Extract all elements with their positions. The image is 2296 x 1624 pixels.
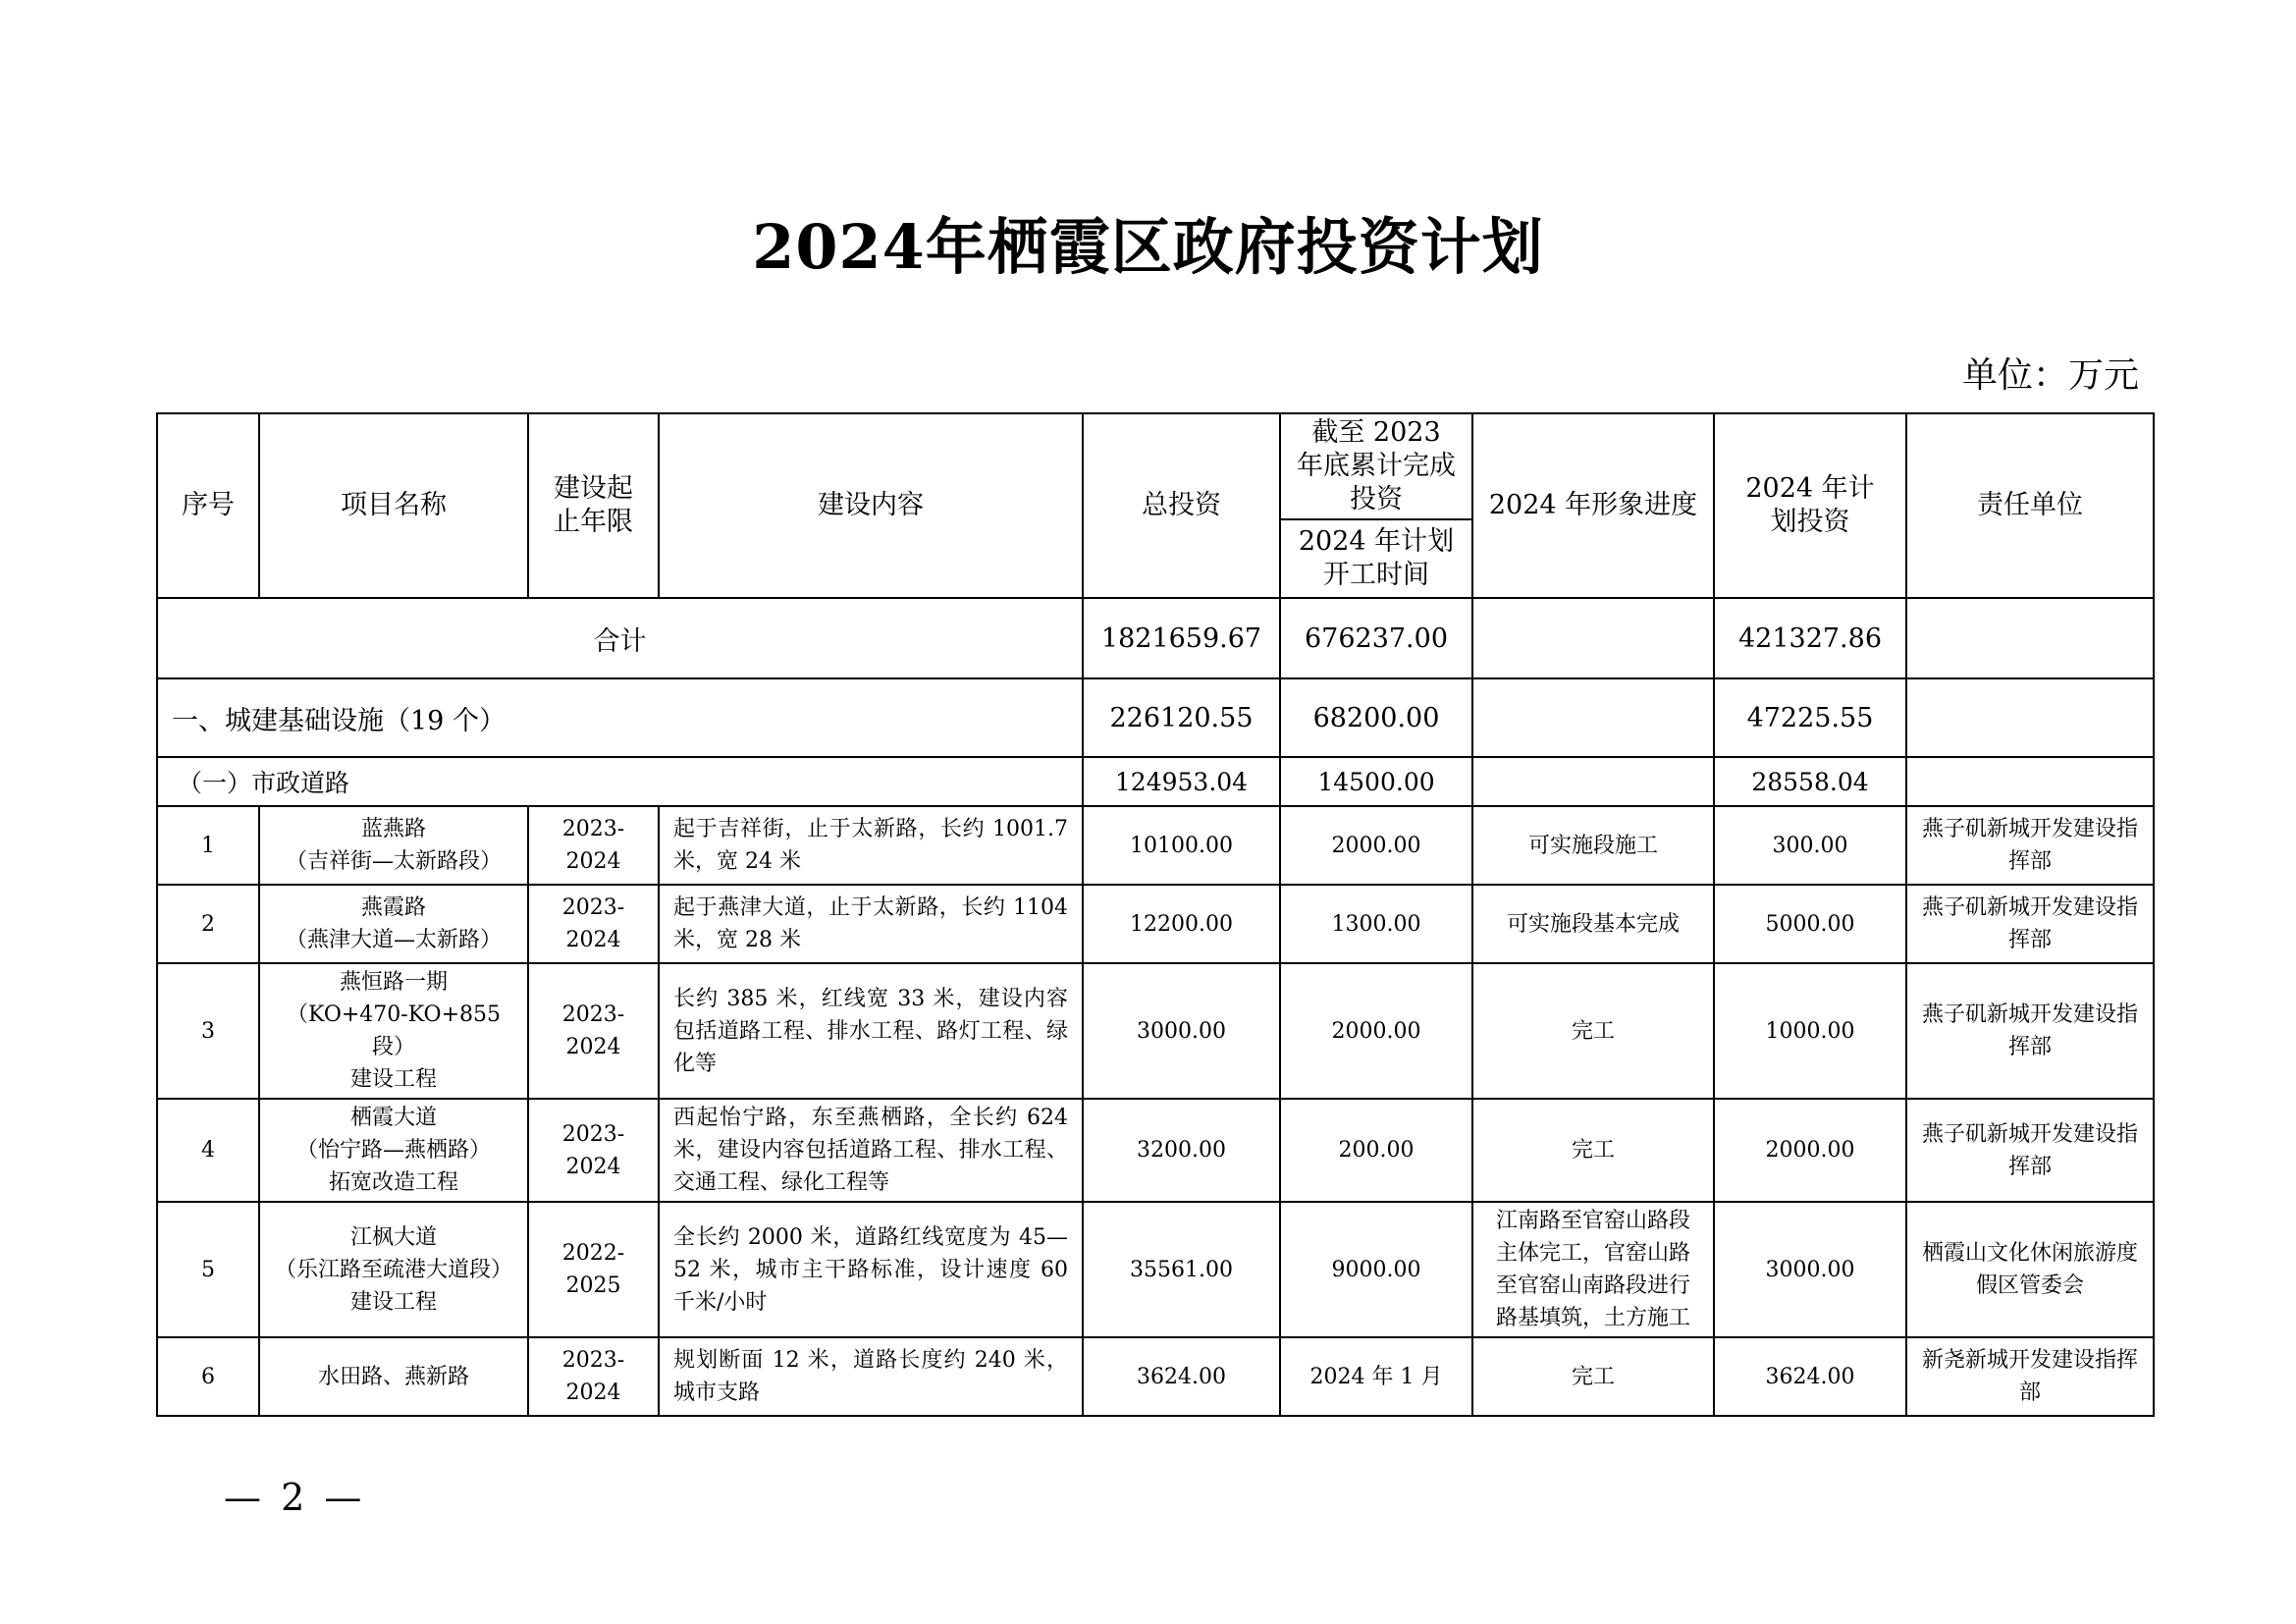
project-progress: 完工 xyxy=(1472,1337,1714,1416)
project-cumulative: 9000.00 xyxy=(1280,1202,1472,1337)
total-investment: 1821659.67 xyxy=(1083,598,1280,678)
project-cumulative: 2000.00 xyxy=(1280,963,1472,1099)
project-name: 燕恒路一期 （KO+470-KO+855 段） 建设工程 xyxy=(259,963,528,1099)
group-progress xyxy=(1472,678,1714,757)
header-progress: 2024 年形象进度 xyxy=(1472,413,1714,598)
project-content: 长约 385 米，红线宽 33 米，建设内容包括道路工程、排水工程、路灯工程、绿化等 xyxy=(659,963,1083,1099)
subgroup-plan: 28558.04 xyxy=(1714,757,1906,806)
project-unit: 燕子矶新城开发建设指挥部 xyxy=(1906,1099,2154,1202)
project-unit: 燕子矶新城开发建设指挥部 xyxy=(1906,963,2154,1099)
project-cumulative: 2024 年 1 月 xyxy=(1280,1337,1472,1416)
project-seq: 2 xyxy=(157,885,259,963)
project-name: 水田路、燕新路 xyxy=(259,1337,528,1416)
page-title: 2024年栖霞区政府投资计划 xyxy=(752,211,1544,283)
project-unit: 新尧新城开发建设指挥部 xyxy=(1906,1337,2154,1416)
project-name: 燕霞路 （燕津大道—太新路） xyxy=(259,885,528,963)
project-period: 2022-2025 xyxy=(528,1202,659,1337)
header-name: 项目名称 xyxy=(259,413,528,598)
project-content: 规划断面 12 米，道路长度约 240 米，城市支路 xyxy=(659,1337,1083,1416)
project-rows xyxy=(157,806,2154,1416)
project-cumulative: 2000.00 xyxy=(1280,806,1472,885)
group-plan: 47225.55 xyxy=(1714,678,1906,757)
subgroup-unit xyxy=(1906,757,2154,806)
group-cumulative: 68200.00 xyxy=(1280,678,1472,757)
group-row xyxy=(157,678,2154,757)
project-plan: 3000.00 xyxy=(1714,1202,1906,1337)
project-unit: 燕子矶新城开发建设指挥部 xyxy=(1906,806,2154,885)
table-row xyxy=(157,885,2154,963)
header-cumulative: 截至 2023 年底累计完成投资 xyxy=(1280,413,1472,519)
project-cumulative: 1300.00 xyxy=(1280,885,1472,963)
project-total: 12200.00 xyxy=(1083,885,1280,963)
project-plan: 300.00 xyxy=(1714,806,1906,885)
project-progress: 可实施段基本完成 xyxy=(1472,885,1714,963)
header-total: 总投资 xyxy=(1083,413,1280,598)
subgroup-label: （一）市政道路 xyxy=(157,757,1083,806)
unit-label: 单位：万元 xyxy=(1961,355,2139,396)
project-plan: 1000.00 xyxy=(1714,963,1906,1099)
group-unit xyxy=(1906,678,2154,757)
project-total: 35561.00 xyxy=(1083,1202,1280,1337)
subgroup-row xyxy=(157,757,2154,806)
header-plan: 2024 年计划投资 xyxy=(1714,413,1906,598)
project-progress: 可实施段施工 xyxy=(1472,806,1714,885)
project-name: 栖霞大道 （怡宁路—燕栖路） 拓宽改造工程 xyxy=(259,1099,528,1202)
project-name: 江枫大道 （乐江路至疏港大道段） 建设工程 xyxy=(259,1202,528,1337)
project-unit: 栖霞山文化休闲旅游度假区管委会 xyxy=(1906,1202,2154,1337)
investment-table xyxy=(156,412,2155,1417)
project-plan: 3624.00 xyxy=(1714,1337,1906,1416)
total-plan: 421327.86 xyxy=(1714,598,1906,678)
project-unit: 燕子矶新城开发建设指挥部 xyxy=(1906,885,2154,963)
project-period: 2023-2024 xyxy=(528,806,659,885)
total-label: 合计 xyxy=(157,598,1083,678)
project-progress: 完工 xyxy=(1472,1099,1714,1202)
project-progress: 完工 xyxy=(1472,963,1714,1099)
total-row xyxy=(157,598,2154,678)
project-total: 10100.00 xyxy=(1083,806,1280,885)
table-row xyxy=(157,1099,2154,1202)
group-total: 226120.55 xyxy=(1083,678,1280,757)
project-seq: 1 xyxy=(157,806,259,885)
project-name: 蓝燕路 （吉祥街—太新路段） xyxy=(259,806,528,885)
project-period: 2023-2024 xyxy=(528,1337,659,1416)
project-cumulative: 200.00 xyxy=(1280,1099,1472,1202)
project-total: 3624.00 xyxy=(1083,1337,1280,1416)
project-content: 全长约 2000 米，道路红线宽度为 45—52 米，城市主干路标准，设计速度 60 千米/小时 xyxy=(659,1202,1083,1337)
group-label: 一、城建基础设施（19 个） xyxy=(157,678,1083,757)
project-period: 2023-2024 xyxy=(528,885,659,963)
project-content: 起于吉祥街，止于太新路，长约 1001.7 米，宽 24 米 xyxy=(659,806,1083,885)
project-period: 2023-2024 xyxy=(528,1099,659,1202)
subgroup-cumulative: 14500.00 xyxy=(1280,757,1472,806)
header-seq: 序号 xyxy=(157,413,259,598)
project-plan: 2000.00 xyxy=(1714,1099,1906,1202)
header-period: 建设起止年限 xyxy=(528,413,659,598)
project-content: 起于燕津大道，止于太新路，长约 1104 米，宽 28 米 xyxy=(659,885,1083,963)
project-seq: 3 xyxy=(157,963,259,1099)
header-start-time: 2024 年计划开工时间 xyxy=(1280,519,1472,598)
project-seq: 5 xyxy=(157,1202,259,1337)
header-unit: 责任单位 xyxy=(1906,413,2154,598)
project-progress: 江南路至官窑山路段主体完工，官窑山路至官窑山南路段进行路基填筑，土方施工 xyxy=(1472,1202,1714,1337)
subgroup-total: 124953.04 xyxy=(1083,757,1280,806)
project-content: 西起怡宁路，东至燕栖路，全长约 624 米，建设内容包括道路工程、排水工程、交通工程、绿化工程等 xyxy=(659,1099,1083,1202)
project-total: 3200.00 xyxy=(1083,1099,1280,1202)
total-unit xyxy=(1906,598,2154,678)
project-seq: 6 xyxy=(157,1337,259,1416)
project-total: 3000.00 xyxy=(1083,963,1280,1099)
table-row xyxy=(157,1337,2154,1416)
table-row xyxy=(157,806,2154,885)
project-period: 2023-2024 xyxy=(528,963,659,1099)
page-number: — 2 — xyxy=(224,1476,366,1519)
table-row xyxy=(157,1202,2154,1337)
header-content: 建设内容 xyxy=(659,413,1083,598)
project-seq: 4 xyxy=(157,1099,259,1202)
total-progress xyxy=(1472,598,1714,678)
table-row xyxy=(157,963,2154,1099)
total-cumulative: 676237.00 xyxy=(1280,598,1472,678)
project-plan: 5000.00 xyxy=(1714,885,1906,963)
subgroup-progress xyxy=(1472,757,1714,806)
